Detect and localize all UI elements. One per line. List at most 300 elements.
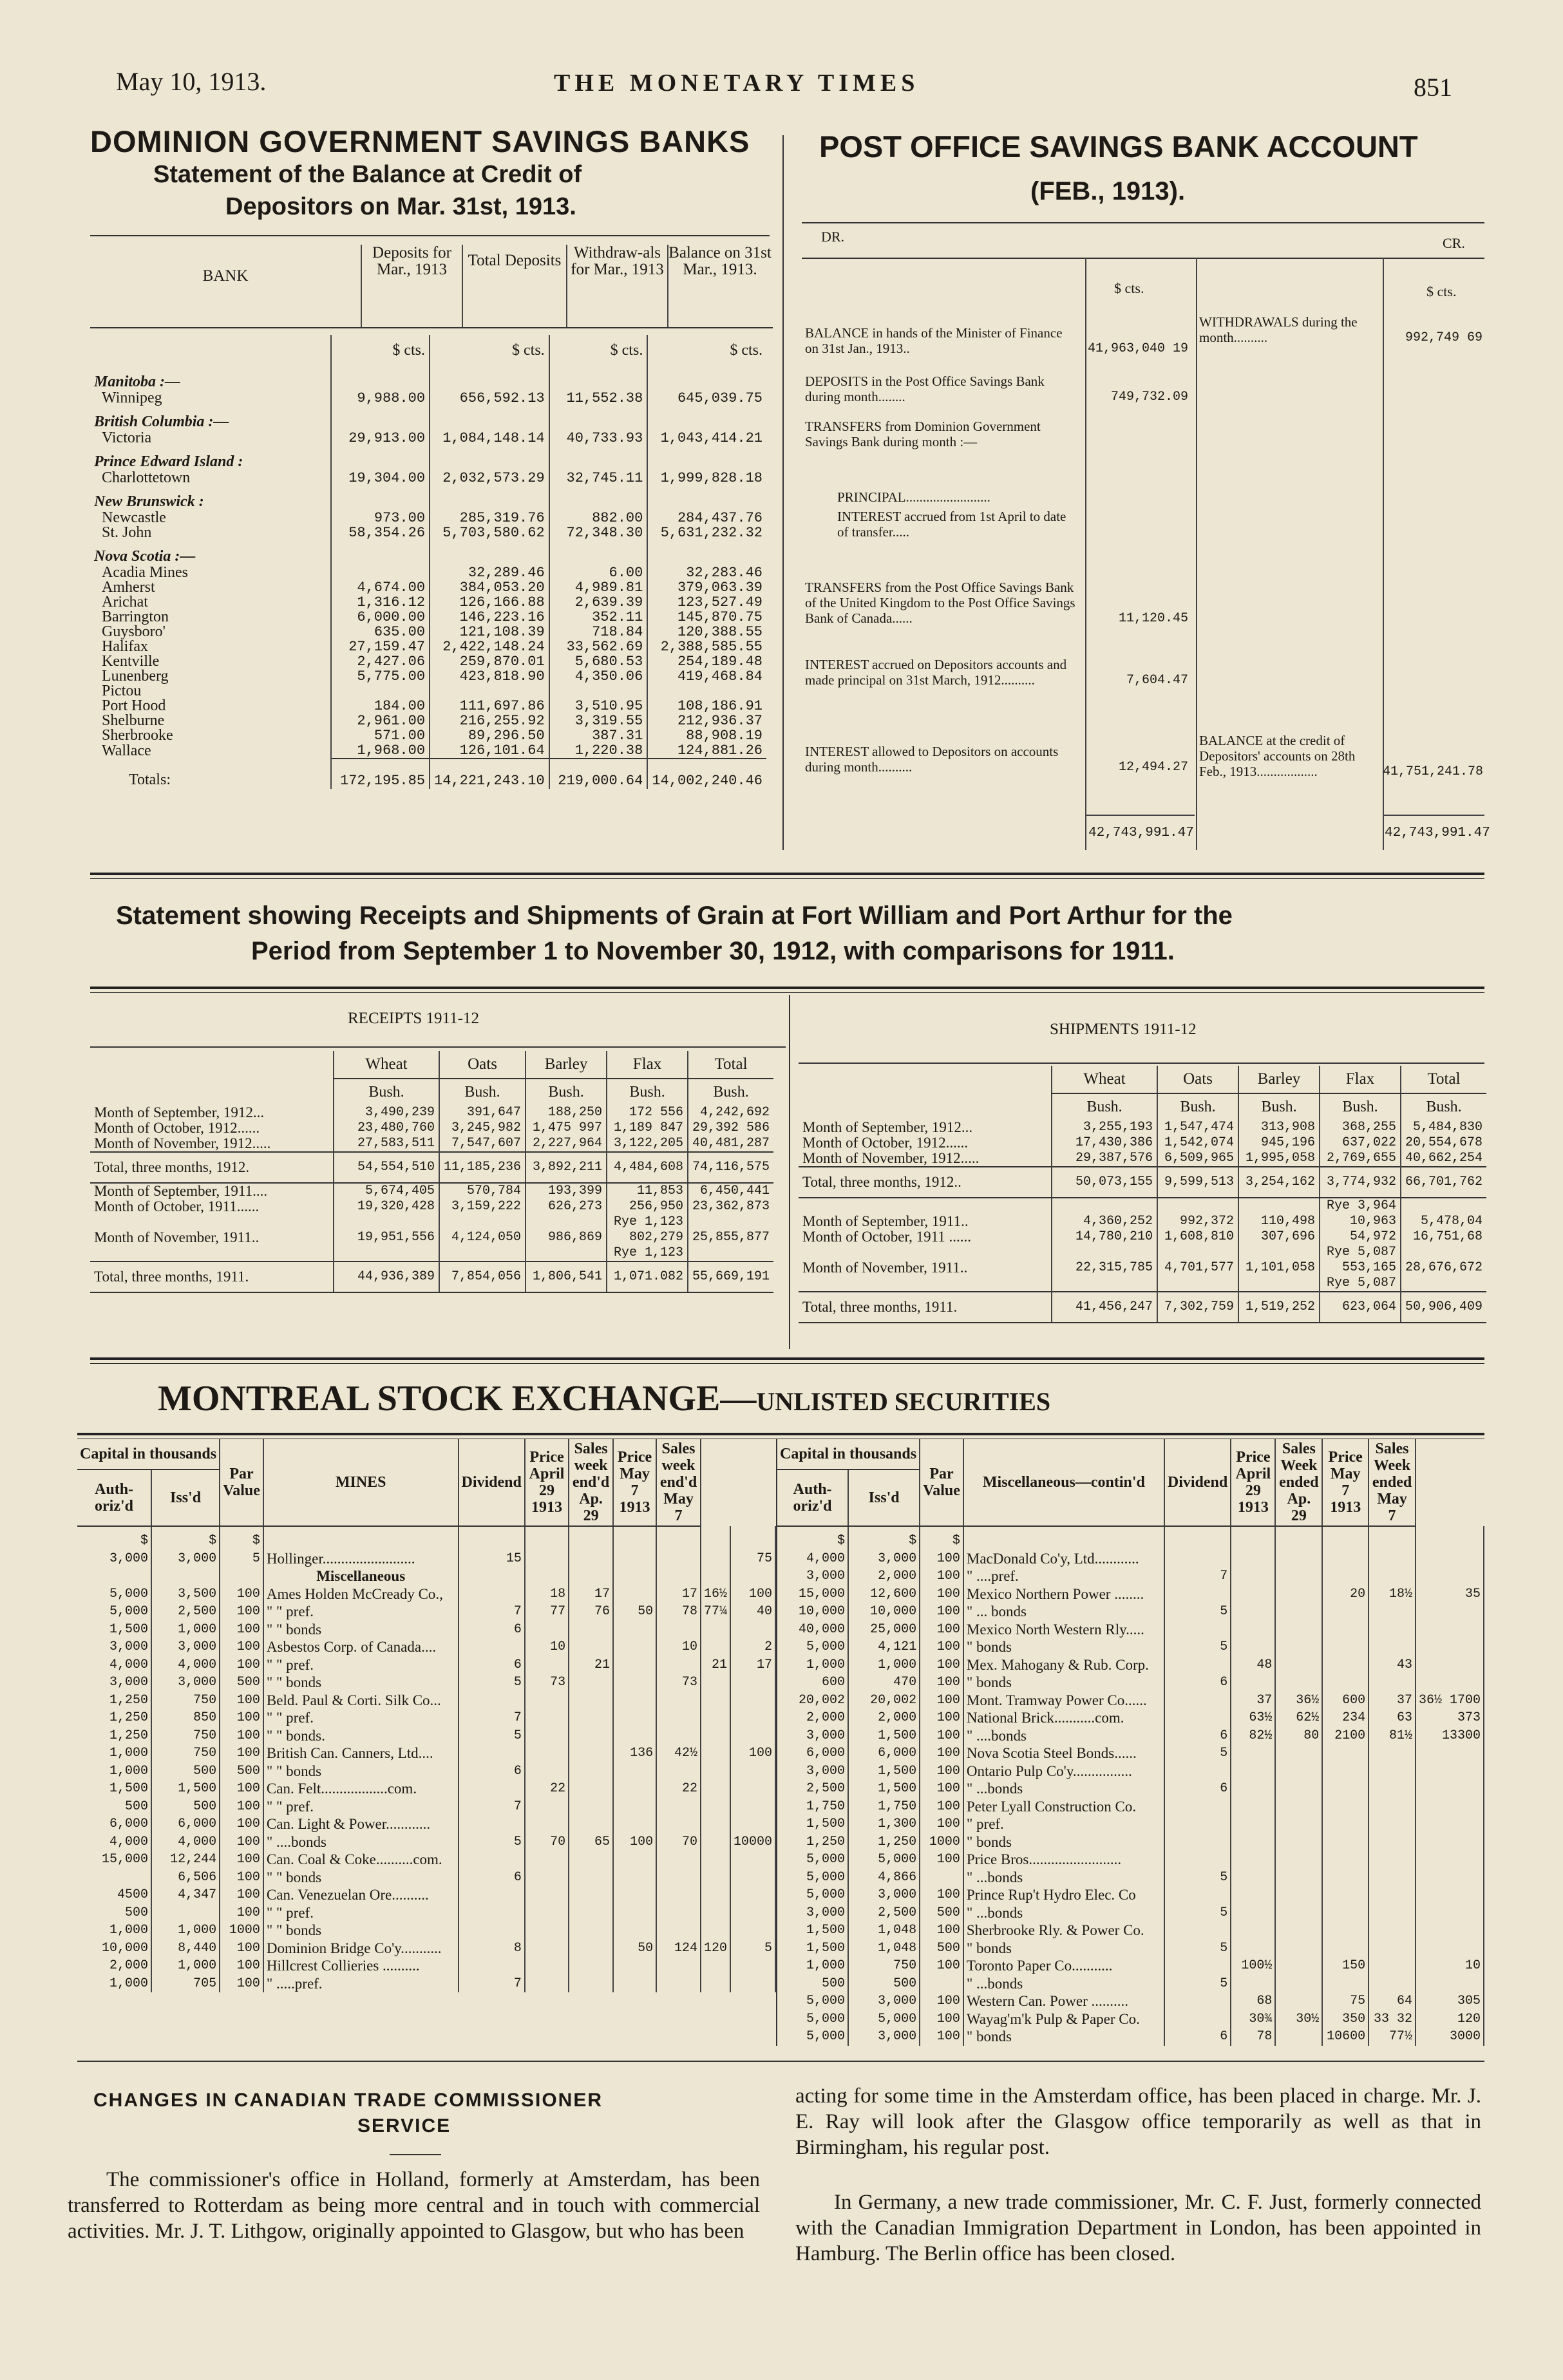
bank-value: 254,189.48 [647, 654, 766, 669]
security-value [1231, 1621, 1275, 1639]
security-value [1322, 1621, 1369, 1639]
posb-debit-amount: 12,494.27 [1118, 760, 1188, 775]
totals-cell: 219,000.64 [549, 759, 648, 789]
security-value [730, 1869, 775, 1887]
security-value: 136 [613, 1744, 656, 1762]
security-value: 82½ [1231, 1727, 1275, 1745]
security-value [701, 1692, 730, 1710]
security-value: 78 [1231, 2028, 1275, 2046]
col-head: MINES [263, 1439, 459, 1526]
empty-cell [430, 366, 549, 391]
grain-value: 6,450,441 [688, 1183, 773, 1199]
security-value: 48 [1231, 1656, 1275, 1674]
bank-value: 19,304.00 [331, 471, 430, 486]
security-value [613, 1585, 656, 1603]
security-value [656, 1922, 701, 1940]
bank-name: Pictou [102, 683, 142, 699]
security-value: 2,000 [777, 1709, 848, 1727]
security-value [569, 1904, 613, 1922]
col-head: Par Value [220, 1439, 263, 1526]
security-name: " pref. [963, 1815, 1164, 1833]
grain-col-head: Barley [1238, 1066, 1320, 1093]
security-value [1275, 1851, 1322, 1869]
col-head: Sales Week ended Ap. 29 [1275, 1439, 1322, 1526]
grain-value: 22,315,785 [1052, 1260, 1157, 1276]
security-value [525, 1922, 569, 1940]
bank-value: 184.00 [331, 699, 430, 713]
security-value: 10 [656, 1638, 701, 1656]
security-value: 68 [1231, 1992, 1275, 2010]
security-value [1322, 1638, 1369, 1656]
security-value: 63 [1369, 1709, 1416, 1727]
grain-value: 11,853 [607, 1183, 688, 1199]
empty-cell [647, 446, 766, 471]
posb-cr: CR. [1443, 235, 1465, 251]
security-value: 100 [220, 1957, 263, 1975]
security-value: 3,000 [77, 1674, 151, 1692]
security-value [1416, 1674, 1484, 1692]
security-name: " ...bonds [963, 1869, 1164, 1887]
security-value [1164, 1992, 1231, 2010]
security-name: MacDonald Co'y, Ltd............ [963, 1550, 1164, 1568]
security-value: 100 [920, 1656, 963, 1674]
security-value [1164, 1550, 1231, 1568]
security-value: 600 [1322, 1692, 1369, 1710]
bank-name: Winnipeg [102, 390, 162, 406]
security-value [525, 1744, 569, 1762]
grain-value [1401, 1198, 1486, 1214]
empty-cell [549, 446, 648, 471]
security-value [730, 1798, 775, 1816]
security-value [613, 1621, 656, 1639]
bank-name: Guysboro' [102, 623, 166, 640]
security-value [525, 1526, 569, 1550]
security-value [1369, 1886, 1416, 1904]
security-value: 3,000 [151, 1550, 220, 1568]
bank-value: 419,468.84 [647, 669, 766, 684]
security-value [1275, 1869, 1322, 1887]
security-value: 62½ [1275, 1709, 1322, 1727]
security-value [1231, 1744, 1275, 1762]
security-value: 750 [151, 1744, 220, 1762]
grain-value: 4,484,608 [607, 1152, 688, 1183]
article-paragraph-3: In Germany, a new trade commissioner, Mr. C. F. Just, formerly connected with the Canadian Immigration Department in London, has been appointed in Hamburg. The Berlin office has been closed. [795, 2191, 1481, 2265]
security-value [701, 1674, 730, 1692]
grain-row-label: Total, three months, 1911. [90, 1261, 334, 1292]
security-value: 600 [777, 1674, 848, 1692]
security-value: 1,000 [77, 1744, 151, 1762]
security-value: 100 [920, 1992, 963, 2010]
grain-unit: Bush. [1320, 1093, 1401, 1120]
security-value [730, 1886, 775, 1904]
security-value [459, 1526, 525, 1550]
security-value: 100 [920, 1762, 963, 1780]
security-value [569, 1692, 613, 1710]
security-value [1164, 1585, 1231, 1603]
security-value [1275, 2028, 1322, 2046]
security-value: 8,440 [151, 1940, 220, 1958]
security-value [656, 1526, 701, 1550]
security-value: 5 [1164, 1940, 1231, 1958]
security-value: 5,000 [777, 1992, 848, 2010]
security-value: 8 [459, 1940, 525, 1958]
security-name: " " pref. [263, 1656, 459, 1674]
security-value: 81½ [1369, 1727, 1416, 1745]
security-value [1369, 1550, 1416, 1568]
security-value: 1,048 [848, 1922, 920, 1940]
grain-value [1052, 1276, 1157, 1292]
bank-name: Newcastle [102, 509, 166, 526]
grain-row-label: Month of November, 1911.. [802, 1260, 968, 1276]
security-value: 4,000 [77, 1833, 151, 1851]
security-value: 15 [459, 1550, 525, 1568]
security-value [701, 1621, 730, 1639]
bank-value: 2,961.00 [331, 713, 430, 728]
grain-value: 25,855,877 [688, 1230, 773, 1245]
security-value: 4,121 [848, 1638, 920, 1656]
bank-value: 1,999,828.18 [647, 471, 766, 486]
security-value [1322, 1940, 1369, 1958]
security-value [656, 1692, 701, 1710]
security-value [569, 1638, 613, 1656]
shipments-table [799, 1066, 1486, 1323]
security-value: 17 [569, 1585, 613, 1603]
security-value: 100 [220, 1904, 263, 1922]
security-value [701, 1833, 730, 1851]
security-name: " bonds [963, 1940, 1164, 1958]
security-value: 37 [1231, 1692, 1275, 1710]
receipts-heading: RECEIPTS 1911-12 [348, 1010, 479, 1027]
grain-value: 23,362,873 [688, 1199, 773, 1214]
empty-cell [647, 486, 766, 511]
security-value: 705 [151, 1975, 220, 1993]
bank-value: 5,631,232.32 [647, 525, 766, 540]
grain-row-label: Month of September, 1912... [802, 1119, 973, 1135]
security-value: 750 [151, 1727, 220, 1745]
security-value [525, 1886, 569, 1904]
security-value [569, 1762, 613, 1780]
security-value: 75 [730, 1550, 775, 1568]
grain-value [439, 1245, 526, 1261]
security-value [656, 1621, 701, 1639]
security-value [525, 1762, 569, 1780]
security-value: 30½ [1275, 2010, 1322, 2028]
security-value: 4500 [77, 1886, 151, 1904]
security-name: Nova Scotia Steel Bonds...... [963, 1744, 1164, 1762]
grain-unit: Bush. [526, 1079, 607, 1105]
security-value: 6 [1164, 1727, 1231, 1745]
security-value [459, 1904, 525, 1922]
posb-debit-text: TRANSFERS from Dominion Government Savings Bank during month :— [805, 419, 1041, 449]
security-value [459, 1886, 525, 1904]
security-value [1416, 1762, 1484, 1780]
bank-value: 145,870.75 [647, 610, 766, 625]
security-value [569, 1526, 613, 1550]
security-value: 2 [730, 1638, 775, 1656]
grain-value: 1,547,474 [1157, 1120, 1238, 1135]
province-name: Manitoba :— [94, 373, 181, 390]
security-value: $ [220, 1526, 263, 1550]
posb-unit-left: $ cts. [1114, 280, 1144, 296]
security-value: 1,000 [777, 1656, 848, 1674]
security-value: 1,000 [151, 1922, 220, 1940]
empty-cell [549, 540, 648, 565]
posb-debit-entry [805, 373, 1191, 404]
security-value: 100 [220, 1656, 263, 1674]
security-value [920, 1869, 963, 1887]
posb-dr: DR. [821, 229, 845, 245]
security-value: 1000 [220, 1922, 263, 1940]
security-value: 5,000 [777, 1869, 848, 1887]
security-name: " ...bonds [963, 1904, 1164, 1922]
security-value: 4,347 [151, 1886, 220, 1904]
bank-value: 126,101.64 [430, 743, 549, 759]
security-value: 500 [151, 1762, 220, 1780]
security-value: 500 [151, 1798, 220, 1816]
security-name: " bonds [963, 1833, 1164, 1851]
grain-unit: Bush. [334, 1079, 439, 1105]
security-name: " " bonds. [263, 1727, 459, 1745]
security-value [701, 1869, 730, 1887]
security-value [1322, 1975, 1369, 1993]
security-value: 4,000 [151, 1656, 220, 1674]
security-value: 2,500 [777, 1780, 848, 1798]
security-value: 1,250 [77, 1692, 151, 1710]
security-value [1275, 1526, 1322, 1550]
security-name: Mexico Northern Power ........ [963, 1585, 1164, 1603]
security-name: National Brick...........com. [963, 1709, 1164, 1727]
security-value: 2,000 [848, 1567, 920, 1585]
security-value [1322, 1886, 1369, 1904]
bank-value: 58,354.26 [331, 525, 430, 540]
security-value: 50 [613, 1940, 656, 1958]
grain-row-label: Total, three months, 1912.. [799, 1167, 1052, 1198]
grain-value: 391,647 [439, 1105, 526, 1120]
security-value [569, 1674, 613, 1692]
grain-value: 44,936,389 [334, 1261, 439, 1292]
security-value: 20,002 [777, 1692, 848, 1710]
security-value: 750 [151, 1692, 220, 1710]
security-value [569, 1851, 613, 1869]
security-value [1369, 1833, 1416, 1851]
security-name: " ... bonds [963, 1603, 1164, 1621]
security-value [1369, 1567, 1416, 1585]
security-value [613, 1815, 656, 1833]
grain-col-head: Oats [439, 1051, 526, 1079]
security-value [1164, 1922, 1231, 1940]
posb-debit-entry [805, 744, 1191, 775]
grain-value [334, 1245, 439, 1261]
security-value: 50 [613, 1603, 656, 1621]
security-value: 100 [920, 1780, 963, 1798]
security-value [525, 1727, 569, 1745]
col-head: Price May 7 1913 [613, 1439, 656, 1526]
grain-value: 626,273 [526, 1199, 607, 1214]
security-value: 6,506 [151, 1869, 220, 1887]
security-value: $ [777, 1526, 848, 1550]
grain-value: 29,387,576 [1052, 1151, 1157, 1167]
security-value: 7 [1164, 1567, 1231, 1585]
security-name: " " bonds [263, 1674, 459, 1692]
security-value: 5,000 [777, 1886, 848, 1904]
grain-value: 66,701,762 [1401, 1167, 1486, 1198]
bank-value: 352.11 [549, 610, 648, 625]
security-value: 10,000 [77, 1940, 151, 1958]
security-name: " " pref. [263, 1904, 459, 1922]
security-value: 305 [1416, 1992, 1484, 2010]
bank-value: 285,319.76 [430, 511, 549, 525]
security-value [1275, 1922, 1322, 1940]
security-name: Hillcrest Collieries .......... [263, 1957, 459, 1975]
security-value: 2100 [1322, 1727, 1369, 1745]
security-value [730, 1762, 775, 1780]
posb-debit-entry [805, 509, 1191, 540]
security-value [613, 1727, 656, 1745]
security-value [220, 1567, 263, 1585]
security-value [1416, 1780, 1484, 1798]
security-name: " " bonds [263, 1621, 459, 1639]
security-value: 75 [1322, 1992, 1369, 2010]
bank-value: 3,319.55 [549, 713, 648, 728]
security-value: 15,000 [777, 1585, 848, 1603]
security-value: 350 [1322, 2010, 1369, 2028]
security-value: 3,000 [777, 1567, 848, 1585]
security-value [613, 1692, 656, 1710]
grain-value: 19,951,556 [334, 1230, 439, 1245]
security-name: Miscellaneous [263, 1567, 459, 1585]
totals-cell: 14,002,240.46 [647, 759, 766, 789]
article-paragraph-1: The commissioner's office in Holland, formerly at Amsterdam, has been transferred to Rotterdam as being more central and in touch with commercial activities. Mr. J. T. Lithgow, originally appointed to Glasgow, but who has been [68, 2168, 760, 2243]
security-value [730, 1904, 775, 1922]
grain-value: 29,392 586 [688, 1120, 773, 1136]
grain-label-head [90, 1051, 334, 1079]
bank-value: 571.00 [331, 728, 430, 743]
security-value [730, 1780, 775, 1798]
bank-value: 11,552.38 [549, 391, 648, 406]
security-value: 16½ [701, 1585, 730, 1603]
security-value [1416, 1638, 1484, 1656]
grain-value [1401, 1276, 1486, 1292]
grain-value: Rye 5,087 [1320, 1276, 1401, 1292]
security-value [730, 1621, 775, 1639]
grain-value [1401, 1245, 1486, 1260]
security-value: 100 [220, 1692, 263, 1710]
bank-value: 259,870.01 [430, 654, 549, 669]
grain-value: 986,869 [526, 1230, 607, 1245]
security-value [1322, 1656, 1369, 1674]
security-value [1369, 1674, 1416, 1692]
security-name: Ames Holden McCready Co., [263, 1585, 459, 1603]
security-value: 750 [848, 1957, 920, 1975]
security-name: " bonds [963, 1674, 1164, 1692]
security-value: 1,500 [848, 1762, 920, 1780]
security-value: 100 [920, 1674, 963, 1692]
security-value: 3,000 [848, 1550, 920, 1568]
security-value [525, 1869, 569, 1887]
grain-value: 3,159,222 [439, 1199, 526, 1214]
grain-row-label: Month of November, 1911.. [94, 1229, 260, 1245]
posb-title: POST OFFICE SAVINGS BANK ACCOUNT [819, 129, 1418, 164]
security-value [730, 1922, 775, 1940]
security-value: 76 [569, 1603, 613, 1621]
grain-row-label: Month of September, 1911.. [802, 1213, 969, 1229]
security-value [1322, 1567, 1369, 1585]
security-value: 6,000 [77, 1815, 151, 1833]
grain-value: 50,906,409 [1401, 1292, 1486, 1323]
grain-value: 1,475 997 [526, 1120, 607, 1136]
grain-value: 1,071.082 [607, 1261, 688, 1292]
security-value [730, 1709, 775, 1727]
security-value [1369, 1526, 1416, 1550]
grain-col-head: Total [688, 1051, 773, 1079]
grain-value: 256,950 [607, 1199, 688, 1214]
bank-value: 882.00 [549, 511, 648, 525]
security-value [1164, 2010, 1231, 2028]
grain-value: 9,599,513 [1157, 1167, 1238, 1198]
posb-debit-text: INTEREST accrued on Depositors accounts and made principal on 31st March, 1912.......... [805, 657, 1067, 688]
security-value: 5 [220, 1550, 263, 1568]
bank-name: Barrington [102, 609, 169, 625]
security-value: 100 [220, 1833, 263, 1851]
security-value: 10 [525, 1638, 569, 1656]
empty-cell [647, 406, 766, 431]
security-value [1275, 1940, 1322, 1958]
security-value [656, 1798, 701, 1816]
security-value: 6 [1164, 1674, 1231, 1692]
security-value: 100 [920, 1550, 963, 1568]
grain-unit: Bush. [439, 1079, 526, 1105]
totals-cell: 172,195.85 [331, 759, 430, 789]
security-value: 37 [1369, 1692, 1416, 1710]
bank-name: St. John [102, 524, 152, 541]
security-value [1275, 1603, 1322, 1621]
security-value [701, 1638, 730, 1656]
security-value [459, 1744, 525, 1762]
security-value [1369, 1922, 1416, 1940]
empty-cell [331, 366, 430, 391]
security-value [701, 1780, 730, 1798]
security-value [613, 1567, 656, 1585]
bank-value: 5,775.00 [331, 669, 430, 684]
bank-name: Port Hood [102, 697, 166, 714]
bank-value: 2,422,148.24 [430, 639, 549, 654]
security-value: 3,000 [848, 1886, 920, 1904]
security-value: 15,000 [77, 1851, 151, 1869]
security-value: 6 [459, 1621, 525, 1639]
security-name: Mont. Tramway Power Co...... [963, 1692, 1164, 1710]
security-name: " " bonds [263, 1922, 459, 1940]
security-value [569, 1940, 613, 1958]
security-value: 6 [1164, 2028, 1231, 2046]
security-value [701, 1526, 730, 1550]
security-value: 70 [656, 1833, 701, 1851]
security-value [1416, 1798, 1484, 1816]
unit-label: $ cts. [430, 335, 549, 366]
empty-cell [647, 540, 766, 565]
security-value [701, 1727, 730, 1745]
grain-unit: Bush. [1238, 1093, 1320, 1120]
security-value [459, 1957, 525, 1975]
security-value: 100 [730, 1744, 775, 1762]
province-name: Prince Edward Island : [94, 453, 243, 470]
security-value [1416, 1833, 1484, 1851]
bank-value: 212,936.37 [647, 713, 766, 728]
security-name: " " pref. [263, 1603, 459, 1621]
security-value: 5 [1164, 1904, 1231, 1922]
security-value [1164, 1709, 1231, 1727]
totals-cell: Totals: [129, 771, 171, 788]
security-value [1369, 1798, 1416, 1816]
